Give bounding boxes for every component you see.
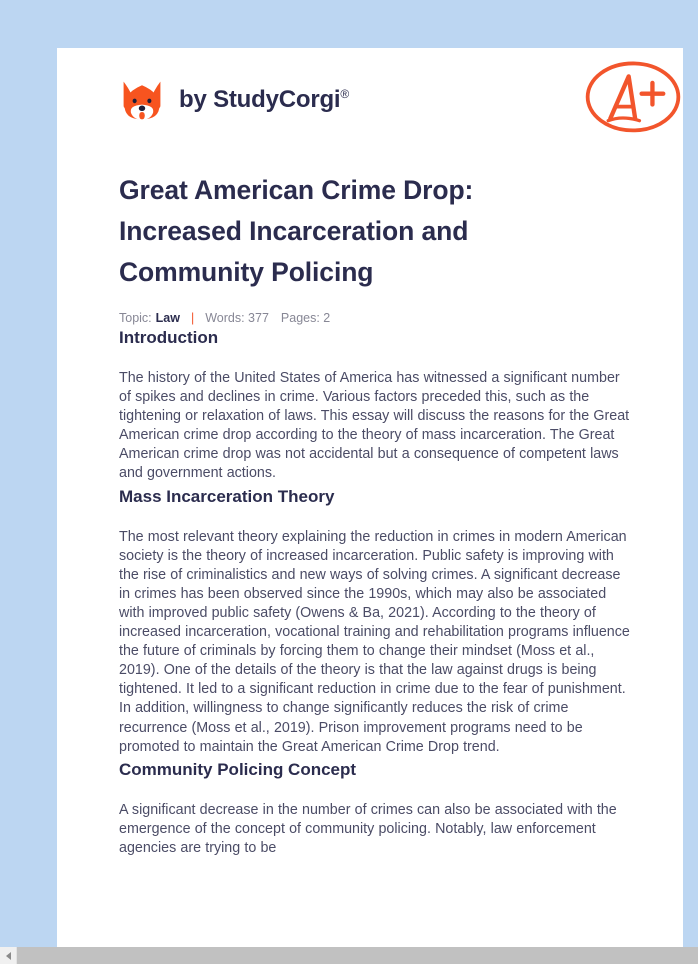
page-content xyxy=(119,48,639,858)
scroll-left-button[interactable] xyxy=(0,947,17,964)
topic-value[interactable]: Law xyxy=(155,311,180,325)
document-meta xyxy=(119,311,639,325)
section-paragraph-community-policing-concept: A significant decrease in the number of crimes can also be associated with the emergence of the concept of community policing. Notably, law enforcement agencies are trying to be xyxy=(119,801,617,856)
section-paragraph-introduction: The history of the United States of America has witnessed a significant number of spikes and declines in crime. Various factors preceded this, such as the tightening or relaxation of laws. This essay will discuss the reasons for the Great American crime drop according to the theory of mass incarceration. The Great American crime drop was not accidental but a consequence of competent laws and government actions. xyxy=(119,370,630,482)
section-heading-mass-incarceration-theory: Mass Incarceration Theory xyxy=(119,486,335,506)
horizontal-scrollbar[interactable] xyxy=(0,947,698,964)
page-title: Great American Crime Drop: Increased Incarceration and Community Policing xyxy=(119,175,474,287)
arrow-left-icon xyxy=(6,952,11,960)
page-count: Pages: 2 xyxy=(280,311,331,325)
brand-header xyxy=(119,48,639,152)
brand-name: by StudyCorgi xyxy=(179,86,341,113)
topic-label: Topic: xyxy=(119,311,152,325)
meta-separator: | xyxy=(190,311,195,325)
brand-wordmark xyxy=(179,86,349,114)
document-page xyxy=(57,48,683,949)
scrollbar-thumb[interactable] xyxy=(17,947,698,964)
section-paragraph-mass-incarceration-theory: The most relevant theory explaining the reduction in crimes in modern American society is the theory of increased incarceration. Public safety is improving with the rise of criminalistics and new ways of solving crimes. A significant decrease in crimes has been observed since the 1990s, which may also be associated with improved public safety (Owens & Ba, 2021). According to the theory of increased incarceration, vocational training and rehabilitation programs influence the future of criminals by forcing them to change their mindset (Moss et al., 2019). One of the details of the theory is that the law against drugs is being tightened. It led to a significant reduction in crime due to the fear of punishment. In addition, willingness to change significantly reduces the risk of crime recurrence (Moss et al., 2019). Prison improvement programs need to be promoted to maintain the Great American Crime Drop trend. xyxy=(119,528,630,755)
word-count: Words: 377 xyxy=(205,311,269,325)
scrollbar-track[interactable] xyxy=(17,947,698,964)
section-heading-community-policing-concept: Community Policing Concept xyxy=(119,759,357,779)
registered-trademark-icon: ® xyxy=(340,87,350,101)
section-heading-introduction: Introduction xyxy=(119,328,219,347)
a-plus-circled-icon xyxy=(579,54,683,142)
corgi-head-icon xyxy=(119,77,165,123)
